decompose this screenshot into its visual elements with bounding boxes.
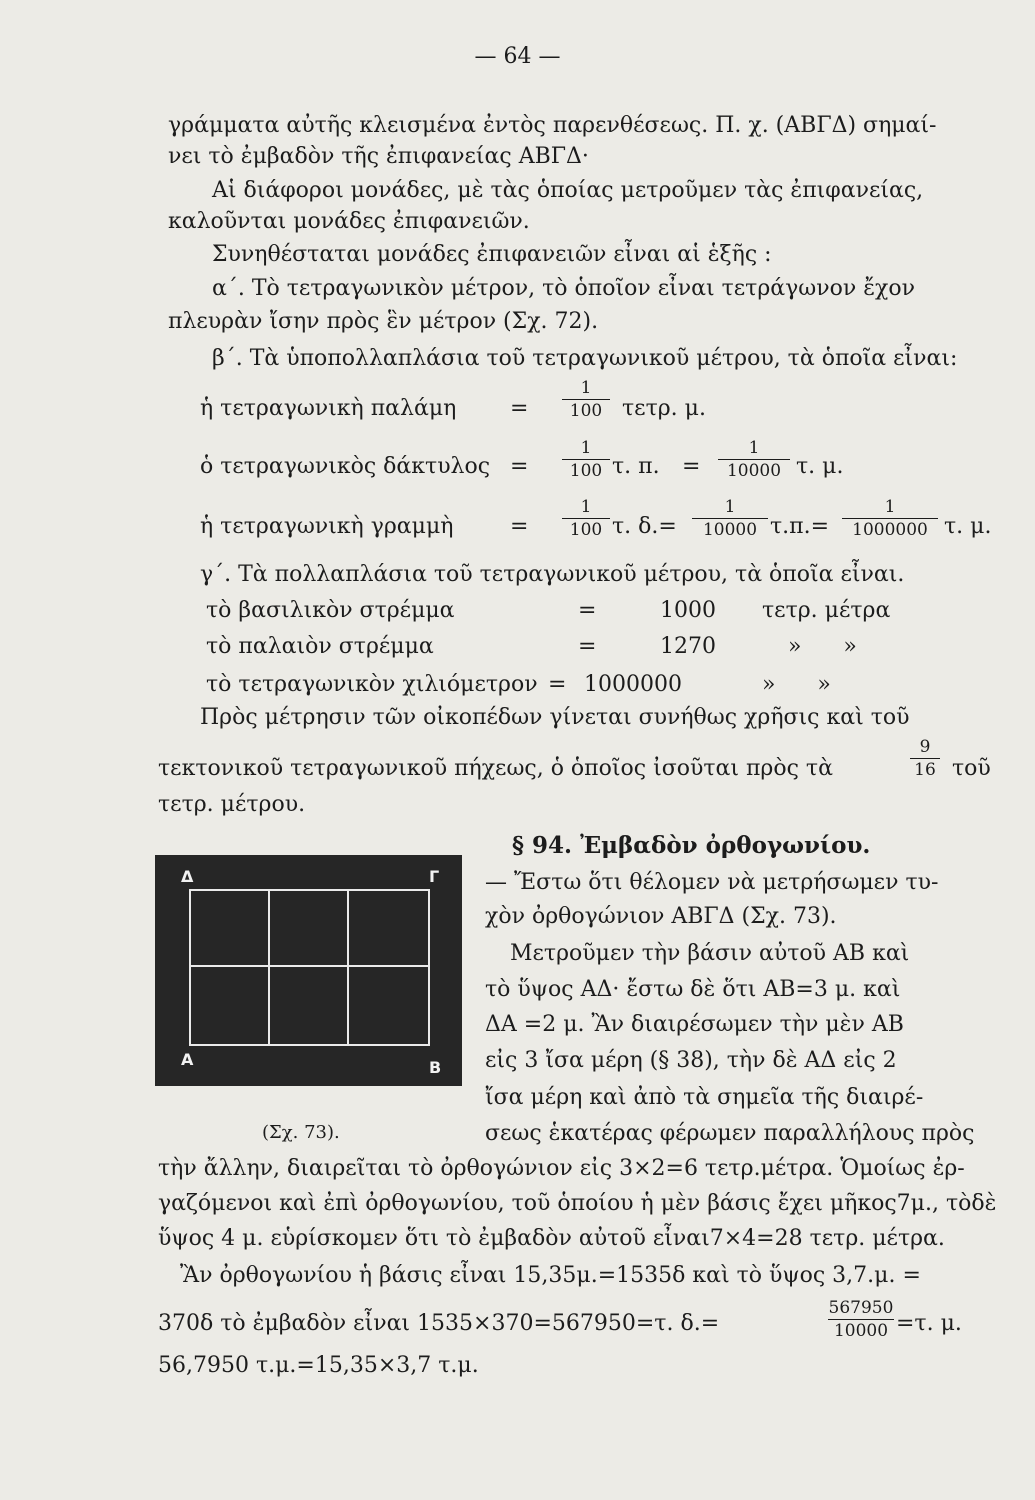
rectangle-figure	[155, 855, 462, 1086]
fraction	[692, 497, 768, 540]
fraction	[562, 438, 610, 481]
text-line: Μετροῦμεν τὴν βάσιν αὐτοῦ ΑΒ καὶ	[510, 941, 910, 966]
unit-name: τὸ βασιλικὸν στρέμμα	[206, 598, 455, 623]
text-line: καλοῦνται μονάδες ἐπιφανειῶν.	[168, 209, 530, 234]
text-line: χὸν ὀρθογώνιον ΑΒΓΔ (Σχ. 73).	[485, 904, 837, 929]
section-sign: § 94.	[512, 832, 573, 859]
page-number: — 64 —	[474, 44, 561, 69]
text-line: τὴν ἄλλην, διαιρεῖται τὸ ὀρθογώνιον εἰς 3×2=6 τετρ.μέτρα. Ὁμοίως ἐρ-	[158, 1156, 965, 1181]
numerator: 1	[580, 378, 592, 398]
fraction	[718, 438, 790, 481]
text-line: εἰς 3 ἴσα μέρη (§ 38), τὴν δὲ ΑΔ εἰς 2	[485, 1048, 897, 1073]
figure-caption: (Σχ. 73).	[262, 1122, 340, 1143]
text-line: πλευρὰν ἴσην πρὸς ἓν μέτρον (Σχ. 72).	[168, 309, 599, 334]
denominator: 1000000	[852, 520, 928, 540]
numerator: 1	[884, 497, 896, 517]
unit-name: τὸ παλαιὸν στρέμμα	[206, 634, 434, 659]
denominator: 100	[569, 461, 603, 481]
equals-sign: =	[510, 514, 529, 539]
equals-sign: =	[682, 454, 701, 479]
numerator: 9	[919, 737, 931, 757]
equals-sign: =	[510, 396, 529, 421]
text-line: τετρ. μέτρου.	[158, 792, 306, 817]
fraction	[910, 737, 940, 780]
text-line: νει τὸ ἐμβαδὸν τῆς ἐπιφανείας ΑΒΓΔ·	[168, 144, 589, 169]
unit-value: 1000000	[584, 672, 682, 697]
unit-abbrev: τ. μ.	[944, 514, 992, 539]
text-line: ΔΑ =2 μ. Ἂν διαιρέσωμεν τὴν μὲν ΑΒ	[485, 1012, 904, 1037]
unit-label: » »	[788, 634, 857, 659]
fraction	[562, 497, 610, 540]
section-heading	[512, 832, 870, 860]
fraction-bar	[562, 399, 610, 400]
fraction	[562, 378, 610, 421]
text-line: τὸ ὕψος ΑΔ· ἔστω δὲ ὅτι ΑΒ=3 μ. καὶ	[485, 977, 901, 1002]
text-line: Αἱ διάφοροι μονάδες, μὲ τὰς ὁποίας μετροῦμεν τὰς ἐπιφανείας,	[212, 178, 924, 203]
unit-abbrev: τ. π.	[612, 454, 660, 479]
text-line: — Ἔστω ὅτι θέλομεν νὰ μετρήσωμεν τυ-	[485, 870, 939, 895]
text-line: ἴσα μέρη καὶ ἀπὸ τὰ σημεῖα τῆς διαιρέ-	[485, 1085, 924, 1110]
fraction-bar	[562, 459, 610, 460]
equals-sign: =	[578, 598, 597, 623]
text-line: Ἂν ὀρθογωνίου ἡ βάσις εἶναι 15,35μ.=1535δ καὶ τὸ ὕψος 3,7.μ. =	[180, 1263, 921, 1288]
section-title: Ἐμβαδὸν ὀρθογωνίου.	[580, 832, 871, 859]
text-line: σεως ἑκατέρας φέρωμεν παραλλήλους πρὸς	[485, 1121, 975, 1146]
vertex-label: Β	[429, 1058, 442, 1077]
text-line: α΄. Τὸ τετραγωνικὸν μέτρον, τὸ ὁποῖον εἶναι τετράγωνον ἔχον	[212, 276, 915, 301]
denominator: 10000	[833, 1321, 889, 1341]
fraction-bar	[842, 518, 938, 519]
denominator: 100	[569, 520, 603, 540]
fraction-bar	[692, 518, 768, 519]
text-line: Πρὸς μέτρησιν τῶν οἰκοπέδων γίνεται συνήθως χρῆσις καὶ τοῦ	[200, 705, 910, 730]
equals-sign: =	[578, 634, 597, 659]
grid-line	[268, 891, 270, 1044]
unit-value: 1270	[660, 634, 716, 659]
vertex-label: Δ	[181, 867, 194, 886]
numerator: 1	[580, 497, 592, 517]
text-line: γράμματα αὐτῆς κλεισμένα ἐντὸς παρενθέσεως. Π. χ. (ΑΒΓΔ) σημαί-	[168, 113, 937, 138]
vertex-label: Α	[181, 1050, 194, 1069]
denominator: 10000	[726, 461, 782, 481]
fraction-bar	[828, 1319, 894, 1320]
unit-abbrev: τ. μ.	[796, 454, 844, 479]
unit-abbrev: τ. δ.=	[612, 514, 677, 539]
grid-rectangle	[189, 889, 430, 1046]
text-line: γαζόμενοι καὶ ἐπὶ ὀρθογωνίου, τοῦ ὁποίου ἡ μὲν βάσις ἔχει μῆκος7μ., τὸδὲ	[158, 1191, 997, 1216]
fraction	[842, 497, 938, 540]
fraction	[828, 1298, 894, 1341]
unit-value: 1000	[660, 598, 716, 623]
grid-line	[347, 891, 349, 1044]
numerator: 567950	[828, 1298, 894, 1318]
text-line: γ΄. Τὰ πολλαπλάσια τοῦ τετραγωνικοῦ μέτρου, τὰ ὁποῖα εἶναι.	[200, 562, 905, 587]
numerator: 1	[580, 438, 592, 458]
text-line: ὕψος 4 μ. εὑρίσκομεν ὅτι τὸ ἐμβαδὸν αὐτοῦ εἶναι7×4=28 τετρ. μέτρα.	[158, 1226, 945, 1251]
numerator: 1	[724, 497, 736, 517]
unit-name: ἡ τετραγωνικὴ γραμμὴ	[200, 514, 454, 539]
text-line: τεκτονικοῦ τετραγωνικοῦ πήχεως, ὁ ὁποῖος ἰσοῦται πρὸς τὰ	[158, 756, 833, 781]
equals-sign: =	[510, 454, 529, 479]
denominator: 16	[914, 760, 936, 780]
text-line: 370δ τὸ ἐμβαδὸν εἶναι 1535×370=567950=τ. δ.=	[158, 1311, 720, 1336]
equals-sign: =	[548, 672, 567, 697]
grid-line	[191, 965, 428, 967]
unit-label: τετρ. μέτρα	[762, 598, 891, 623]
text-line: 56,7950 τ.μ.=15,35×3,7 τ.μ.	[158, 1353, 479, 1378]
unit-abbrev: τετρ. μ.	[622, 396, 706, 421]
text-line: β΄. Τὰ ὑποπολλαπλάσια τοῦ τετραγωνικοῦ μέτρου, τὰ ὁποῖα εἶναι:	[212, 346, 958, 371]
text-line: =τ. μ.	[896, 1311, 962, 1336]
unit-abbrev: τ.π.=	[770, 514, 830, 539]
unit-name: τὸ τετραγωνικὸν χιλιόμετρον	[206, 672, 538, 697]
unit-name: ἡ τετραγωνικὴ παλάμη	[200, 396, 457, 421]
denominator: 100	[569, 401, 603, 421]
fraction-bar	[910, 758, 940, 759]
text-line: τοῦ	[952, 756, 991, 781]
text-line: Συνηθέσταται μονάδες ἐπιφανειῶν εἶναι αἱ ἑξῆς :	[212, 242, 772, 267]
unit-label: » »	[762, 672, 831, 697]
fraction-bar	[562, 518, 610, 519]
fraction-bar	[718, 459, 790, 460]
vertex-label: Γ	[429, 867, 440, 886]
denominator: 10000	[702, 520, 758, 540]
numerator: 1	[748, 438, 760, 458]
unit-name: ὁ τετραγωνικὸς δάκτυλος	[200, 454, 491, 479]
